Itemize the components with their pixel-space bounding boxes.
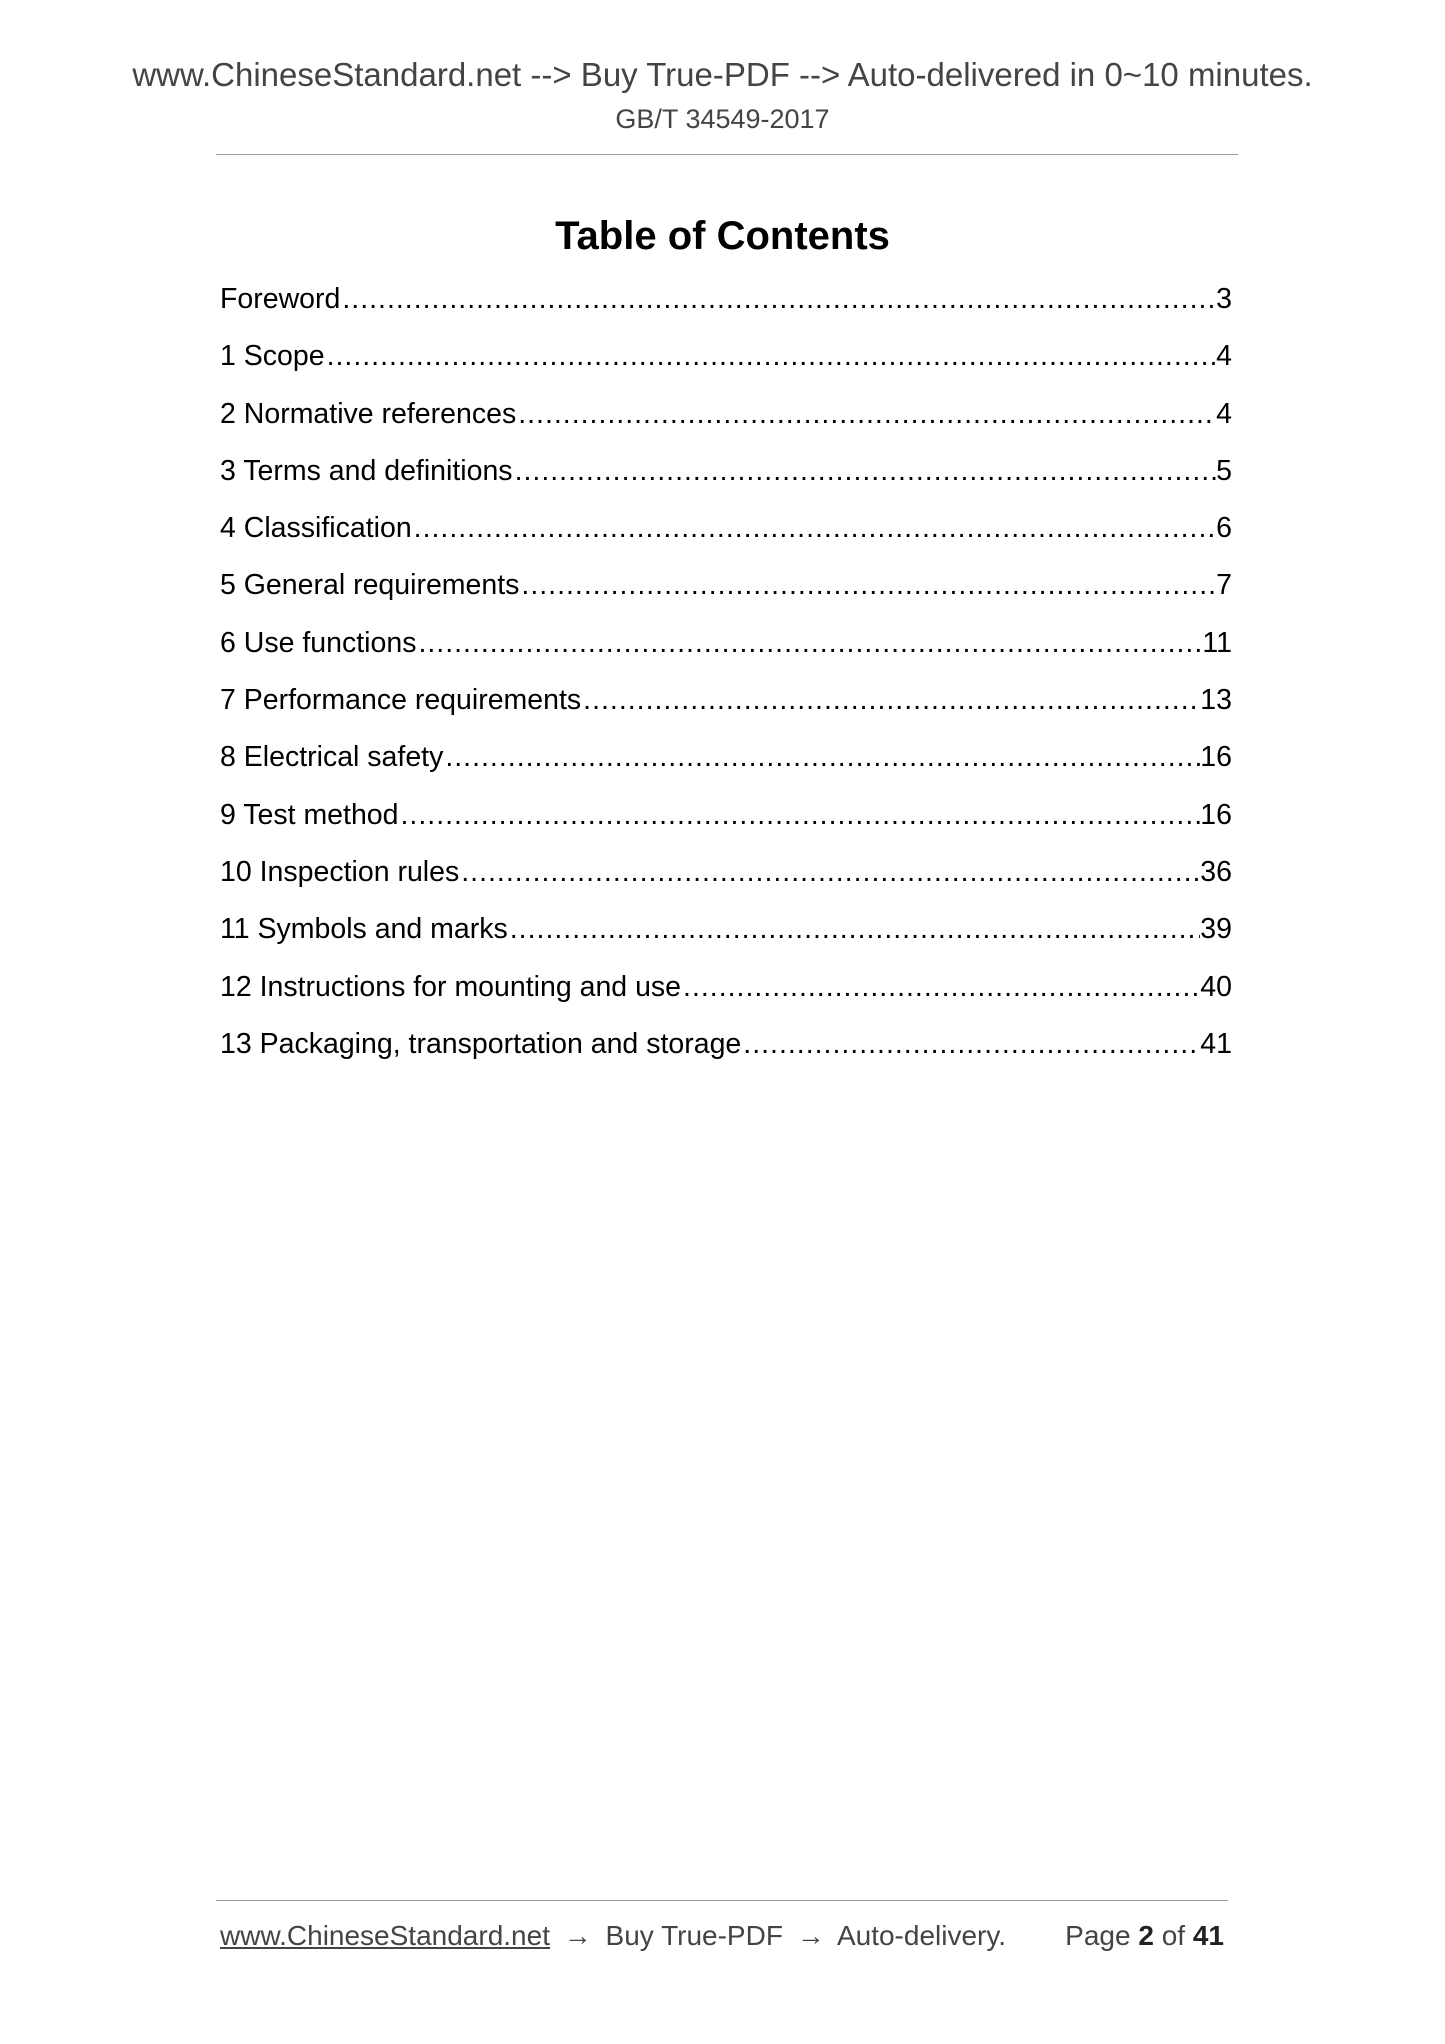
toc-entry-page: 40 [1200,970,1232,1003]
toc-entry-page: 11 [1202,626,1232,659]
toc-entry[interactable] [220,684,1232,741]
toc-leader-dots [340,283,1216,316]
toc-entry[interactable] [220,569,1232,626]
toc-entry-label: 7 Performance requirements [220,684,582,717]
footer-delivery-text: Auto-delivery. [836,1920,1007,1951]
toc-leader-dots [519,569,1216,602]
toc-entry-label: 1 Scope [220,340,325,373]
toc-title: Table of Contents [555,214,890,258]
toc-entry-page: 3 [1216,283,1232,315]
toc-entry-page: 7 [1216,569,1232,602]
toc-entry[interactable] [220,340,1232,397]
toc-entry[interactable] [220,512,1232,569]
toc-entry-page: 41 [1200,1027,1232,1060]
toc-entry-page: 16 [1200,798,1232,831]
toc-entry[interactable] [220,799,1232,856]
footer-buy-text: Buy True-PDF [605,1920,783,1951]
site-banner: www.ChineseStandard.net --> Buy True-PDF --> Auto-delivered in 0~10 minutes. [132,56,1313,93]
toc-entry-page: 4 [1216,340,1232,373]
toc-entry-page: 16 [1200,741,1232,774]
of-word: of [1161,1920,1186,1951]
toc-leader-dots [443,741,1200,774]
toc-entry-label: 6 Use functions [220,626,417,659]
toc-entry-label: 13 Packaging, transportation and storage [220,1027,742,1060]
page-indicator [1065,1920,1224,1952]
toc-leader-dots [581,684,1200,717]
toc-entry[interactable] [220,913,1232,970]
toc-entry-label: 11 Symbols and marks [220,913,508,946]
toc-entry[interactable] [220,283,1232,340]
toc-entry[interactable] [220,627,1232,684]
toc-entry-page: 4 [1216,397,1232,430]
arrow-right-icon: → [796,1920,825,1951]
toc-entry[interactable] [220,971,1232,1028]
toc-leader-dots [325,340,1217,373]
footer-promo [220,1920,1006,1952]
footer-divider [216,1900,1228,1901]
toc-entry-page: 13 [1200,684,1232,717]
toc-leader-dots [516,398,1216,431]
toc-entry[interactable] [220,398,1232,455]
toc-entry-page: 6 [1216,512,1232,545]
toc-entry[interactable] [220,856,1232,913]
toc-leader-dots [416,627,1202,660]
header-divider [216,154,1238,155]
toc-entry-label: 2 Normative references [220,397,517,430]
toc-list [220,283,1232,1085]
toc-leader-dots [412,512,1216,545]
page-word: Page [1065,1920,1131,1951]
toc-leader-dots [459,856,1200,889]
toc-leader-dots [508,913,1201,946]
toc-entry-page: 5 [1216,454,1232,487]
toc-leader-dots [741,1028,1200,1061]
current-page-number: 2 [1138,1920,1154,1951]
toc-entry-label: 5 General requirements [220,569,520,602]
toc-entry-label: Foreword [220,283,341,315]
toc-leader-dots [681,971,1200,1004]
footer-site-link[interactable]: www.ChineseStandard.net [220,1920,550,1951]
toc-entry-page: 36 [1200,855,1232,888]
toc-entry-label: 4 Classification [220,512,412,545]
toc-entry-page: 39 [1200,913,1232,946]
toc-entry-label: 8 Electrical safety [220,741,444,774]
arrow-right-icon: → [563,1920,592,1951]
toc-entry[interactable] [220,741,1232,798]
document-code: GB/T 34549-2017 [615,104,830,134]
toc-entry-label: 3 Terms and definitions [220,454,513,487]
toc-entry[interactable] [220,1028,1232,1085]
page-footer [220,1920,1224,1952]
toc-entry-label: 12 Instructions for mounting and use [220,970,682,1003]
toc-leader-dots [399,799,1201,832]
toc-entry-label: 10 Inspection rules [220,855,460,888]
toc-leader-dots [513,455,1217,488]
toc-entry-label: 9 Test method [220,798,399,831]
toc-entry[interactable] [220,455,1232,512]
total-pages-number: 41 [1192,1920,1224,1951]
